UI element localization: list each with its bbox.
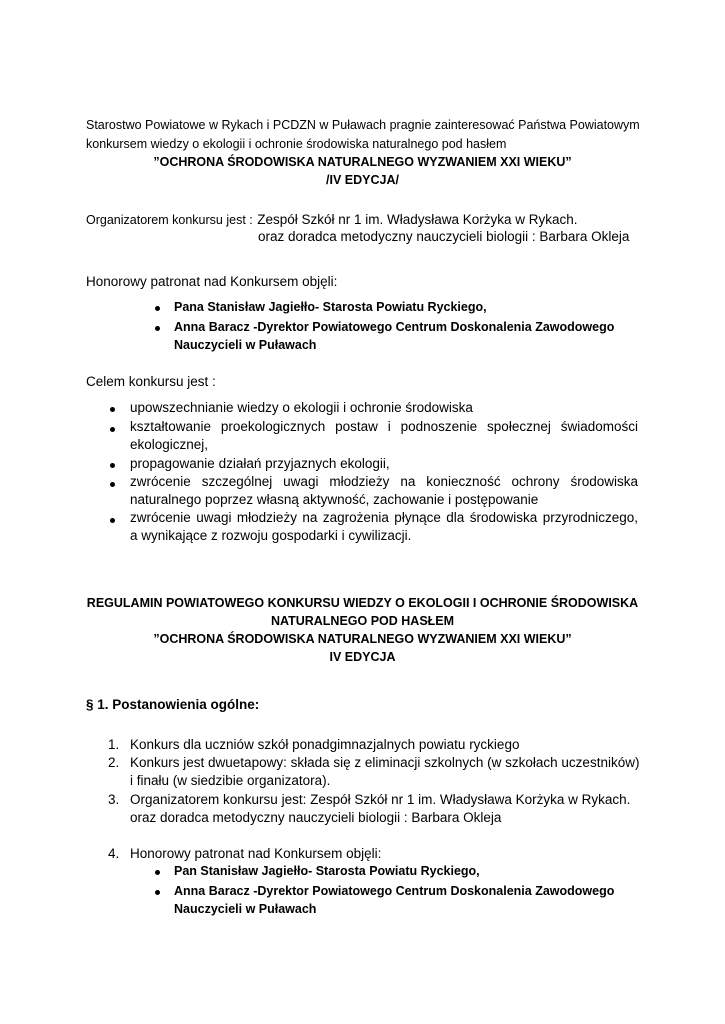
goal-5-cont: a wynikające z rozwoju gospodarki i cywilizacji.: [130, 528, 412, 543]
bullet-icon: [110, 463, 115, 468]
bullet-icon: [110, 518, 115, 523]
rule-2: Konkurs jest dwuetapowy: składa się z eliminacji szkolnych (w szkołach uczestników): [130, 755, 640, 770]
regulations-title-3: ”OCHRONA ŚRODOWISKA NATURALNEGO WYZWANIEM XXI WIEKU”: [153, 632, 572, 646]
patron-item-2: Anna Baracz -Dyrektor Powiatowego Centrum Doskonalenia Zawodowego: [174, 320, 615, 334]
section-heading: § 1. Postanowienia ogólne:: [86, 697, 260, 712]
goal-3: propagowanie działań przyjaznych ekologii,: [130, 456, 390, 471]
goal-5: zwrócenie uwagi młodzieży na zagrożenia płynące dla środowiska przyrodniczego,: [130, 510, 638, 525]
bullet-icon: [155, 890, 160, 895]
bullet-icon: [155, 870, 160, 875]
goal-1: upowszechnianie wiedzy o ekologii i ochronie środowiska: [130, 400, 473, 415]
rule-4-patron-2: Anna Baracz -Dyrektor Powiatowego Centrum Doskonalenia Zawodowego: [174, 884, 615, 898]
rule-2-cont: i finału (w siedzibie organizatora).: [130, 773, 331, 788]
patron-item-1: Pana Stanisław Jagiełło- Starosta Powiatu Ryckiego,: [174, 300, 487, 314]
goal-2: kształtowanie proekologicznych postaw i podnoszenie społecznej świadomości: [130, 419, 638, 434]
regulations-title-2: NATURALNEGO POD HASŁEM: [270, 614, 455, 628]
bullet-icon: [155, 306, 160, 311]
rule-3: Organizatorem konkursu jest: Zespół Szkół nr 1 im. Władysława Korżyka w Rykach.: [130, 792, 631, 807]
organizer-label: Organizatorem konkursu jest :: [86, 213, 253, 227]
organizer-school: Zespół Szkół nr 1 im. Władysława Korżyka w Rykach.: [257, 212, 578, 227]
bullet-icon: [110, 482, 115, 487]
list-number-3: 3.: [108, 792, 120, 807]
organizer-line: [86, 210, 578, 229]
bullet-icon: [110, 407, 115, 412]
rule-4-patron-2-cont: Nauczycieli w Puławach: [174, 902, 317, 916]
organizer-advisor: oraz doradca metodyczny nauczycieli biologii : Barbara Okleja: [258, 229, 630, 244]
list-number-4: 4.: [108, 846, 120, 861]
regulations-title-4: IV EDYCJA: [329, 650, 396, 664]
list-number-1: 1.: [108, 737, 120, 752]
goals-heading: Celem konkursu jest :: [86, 374, 216, 389]
patronage-heading: Honorowy patronat nad Konkursem objęli:: [86, 274, 338, 289]
goal-4: zwrócenie szczególnej uwagi młodzieży na konieczność ochrony środowiska: [130, 474, 638, 489]
goal-2-cont: ekologicznej,: [130, 437, 209, 452]
contest-edition: /IV EDYCJA/: [326, 173, 399, 187]
contest-title: ”OCHRONA ŚRODOWISKA NATURALNEGO WYZWANIEM XXI WIEKU”: [153, 155, 572, 169]
bullet-icon: [110, 427, 115, 432]
rule-4-patron-1: Pan Stanisław Jagiełło- Starosta Powiatu Ryckiego,: [174, 864, 480, 878]
bullet-icon: [155, 326, 160, 331]
regulations-title-1: REGULAMIN POWIATOWEGO KONKURSU WIEDZY O EKOLOGII I OCHRONIE ŚRODOWISKA: [86, 596, 639, 610]
rule-3-cont: oraz doradca metodyczny nauczycieli biologii : Barbara Okleja: [130, 810, 502, 825]
rule-4: Honorowy patronat nad Konkursem objęli:: [130, 846, 382, 861]
goal-4-cont: naturalnego poprzez własną aktywność, zachowanie i postępowanie: [130, 492, 539, 507]
intro-line-1: Starostwo Powiatowe w Rykach i PCDZN w Puławach pragnie zainteresować Państwa Powiatowym: [86, 118, 640, 132]
rule-1: Konkurs dla uczniów szkół ponadgimnazjalnych powiatu ryckiego: [130, 737, 520, 752]
intro-line-2: konkursem wiedzy o ekologii i ochronie środowiska naturalnego pod hasłem: [86, 137, 507, 151]
patron-item-2-cont: Nauczycieli w Puławach: [174, 338, 317, 352]
list-number-2: 2.: [108, 755, 120, 770]
